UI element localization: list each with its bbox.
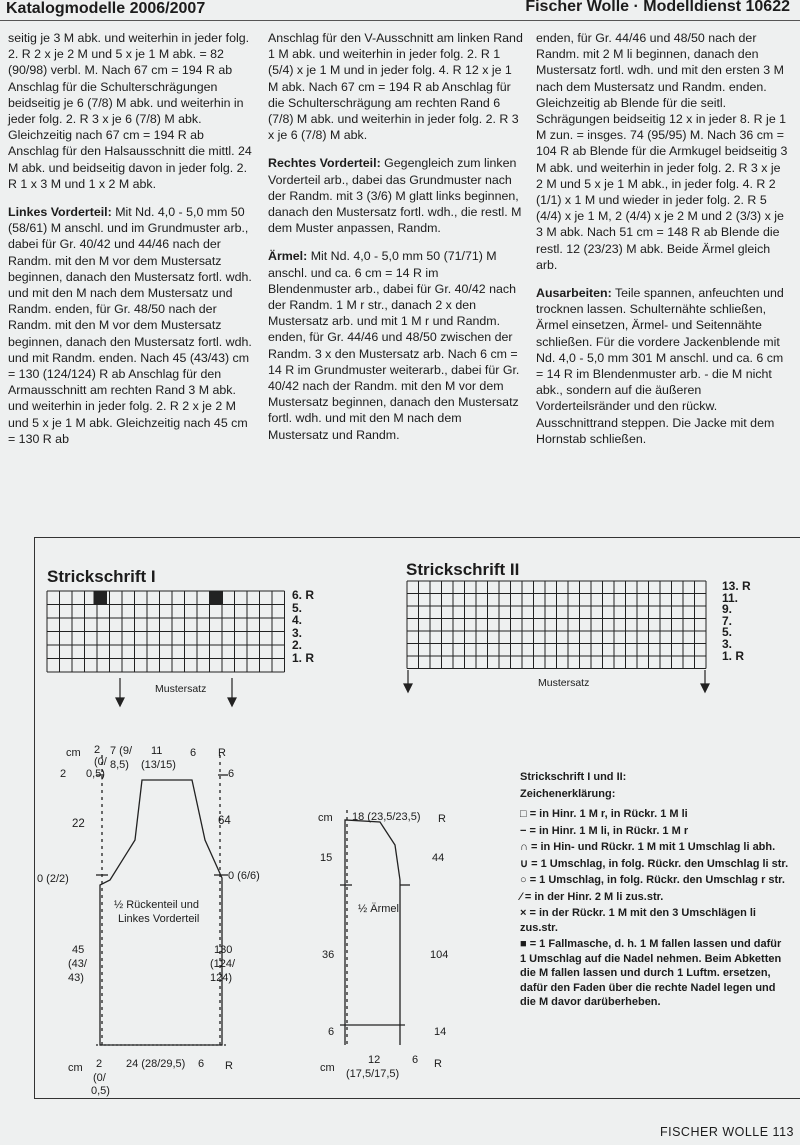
paragraph: enden, für Gr. 44/46 und 48/50 nach der Randm. mit 2 M li beginnen, danach den Mustersatz fortl. wdh. und mit den ersten 3 M nach dem Mustersatz und Randm. enden. Gleichzeitig ab Blende für die seitl. Schrägungen beidseitig 12 x in jeder 8. R je 1 M zun. = insges. 74 (95/95) M. Nach 36 cm = 104 R ab Blende für die Armkugel beidseitig 3 M abk. und weiterhin in jeder folg. 2. R 3 x je 2 M und 5 x je 1 M abk., in jeder folg. 4. R 2 (1/1) x 1 M und wieder in jeder folg. 2. R 5 (4/4) x je 1 M, 2 (4/4) x je 2 M und 2 (3/3) x je 3 M abk. Nach 51 cm = 148 R ab Blende die restl. 12 (23/23) M abk. Beide Ärmel gleich arb. xyxy=(536,31,788,272)
dim-label: 0 (2/2) xyxy=(37,873,69,885)
schematic-label: Linkes Vorderteil xyxy=(118,913,200,925)
dim-label: 18 (23,5/23,5) xyxy=(352,811,421,823)
chart-1-row-labels xyxy=(292,589,314,665)
legend-item: − = in Hinr. 1 M li, in Rückr. 1 M r xyxy=(520,824,689,837)
legend-title: Strickschrift I und II: xyxy=(520,771,627,783)
dim-label: 7 (9/ xyxy=(110,745,133,757)
dim-label: 6 xyxy=(328,1026,335,1038)
dim-label: 36 xyxy=(322,949,335,961)
row-label: 1. R xyxy=(292,650,315,665)
symbol-legend xyxy=(520,770,790,1012)
dim-label: 24 (28/29,5) xyxy=(126,1058,186,1070)
dim-label: cm xyxy=(66,747,81,759)
dim-label: 15 xyxy=(320,852,333,864)
dim-label: 6 xyxy=(190,747,197,759)
row-label: 1. R xyxy=(722,648,745,663)
dim-label: 64 xyxy=(218,815,231,827)
dim-label: 6 xyxy=(228,768,235,780)
row-label: 9. xyxy=(722,602,733,617)
publisher-title: Fischer Wolle · Modelldienst 10622 xyxy=(525,0,790,15)
section-heading: Ärmel: xyxy=(268,249,308,264)
dim-label: 0 (6/6) xyxy=(228,870,260,882)
row-label: 3. xyxy=(292,625,303,640)
dim-label: (0/ xyxy=(94,756,107,768)
paragraph-text: Gegengleich zum linken Vorderteil arb., dabei das Grundmuster nach der Randm. mit 3 (3/6) M glatt links beginnen, danach den Mustersatz fortl. wdh., die restl. M dem Muster anpassen, Randm. xyxy=(268,156,522,236)
row-label: 5. xyxy=(292,600,303,615)
row-label: 4. xyxy=(292,613,303,628)
dim-label: 0,5) xyxy=(86,768,105,780)
row-label: 6. R xyxy=(292,588,315,602)
paragraph: seitig je 3 M abk. und weiterhin in jeder folg. 2. R 2 x je 2 M und 5 x je 1 M abk. = 82 (90/98) verbl. M. Nach 67 cm = 194 R ab Anschlag für die Schulterschrägungen beidseitig je 6 (7/8) M abk. und weiterhin in jeder folg. 2. R 3 x je 6 (7/8) M abk. Gleichzeitig nach 67 cm = 194 R ab Anschlag für den Halsausschnitt die mittl. 24 M abk. und beidseitig davon in jeder folg. 2. R 1 x 3 M und 1 x 2 M abk. xyxy=(8,31,252,191)
row-label: 3. xyxy=(722,636,733,651)
legend-item: ∩ = in Hin- und Rückr. 1 M mit 1 Umschlag li abh. xyxy=(520,841,776,853)
dim-label: 124) xyxy=(210,972,233,984)
paragraph-text: Mit Nd. 4,0 - 5,0 mm 50 (58/61) M anschl. und im Grundmuster arb., dabei für Gr. 40/42 und 44/46 nach der Randm. mit den M vor dem Mustersatz beginnen, danach den Mustersatz fortl. wdh. und mit den M nach dem Mustersatz und Randm. enden, für Gr. 48/50 nach der Randm. mit den M vor dem Mustersatz beginnen, danach den Mustersatz fortl. wdh. und mit Randm. enden. Nach 45 (43/43) cm = 130 (124/124) R ab Anschlag für den Armausschnitt am rechten Rand 3 M abk. und weiterhin in jeder folg. 2. R 2 x je 2 M und 5 x je 1 M abk. Gleichzeitig nach 45 cm = 130 R ab xyxy=(8,205,252,446)
dim-label: 8,5) xyxy=(110,759,129,771)
legend-item: ○ = 1 Umschlag, in folg. Rückr. den Umschlag r str. xyxy=(520,874,785,886)
dim-label: (124/ xyxy=(210,958,236,970)
chart-1-repeat-label: Mustersatz xyxy=(155,683,207,695)
fallmasche-cell xyxy=(210,591,223,605)
dim-label: 12 xyxy=(368,1054,381,1066)
legend-item: □ = in Hinr. 1 M r, in Rückr. 1 M li xyxy=(520,808,688,820)
chart-2-row-labels xyxy=(722,581,751,662)
dim-label: 2 xyxy=(60,768,67,780)
catalog-title: Katalogmodelle 2006/2007 xyxy=(6,0,206,17)
legend-item: ∪ = 1 Umschlag, in folg. Rückr. den Umschlag li str. xyxy=(520,857,789,870)
legend-item: ⁄ = in der Hinr. 2 M li zus.str. xyxy=(520,890,664,903)
chart-2-grid xyxy=(407,581,706,669)
section-heading: Linkes Vorderteil: xyxy=(8,205,112,220)
dim-label: 11 xyxy=(151,745,163,757)
dim-label: 0,5) xyxy=(91,1085,110,1097)
dim-label: 2 xyxy=(96,1058,103,1070)
dim-label: cm xyxy=(318,812,333,824)
chart-1-title: Strickschrift I xyxy=(47,567,156,586)
dim-label: (0/ xyxy=(93,1072,106,1084)
row-label: 7. xyxy=(722,613,733,628)
dim-label: (17,5/17,5) xyxy=(346,1068,400,1080)
dim-label: 104 xyxy=(430,949,449,961)
sleeve-outline xyxy=(345,820,400,1045)
schematic-label: ½ Ärmel xyxy=(358,903,399,915)
row-label: 2. xyxy=(292,638,303,653)
dim-label: 45 xyxy=(72,944,85,956)
row-label: 13. R xyxy=(722,579,751,593)
dim-label: R xyxy=(218,747,226,759)
chart-2-repeat-label: Mustersatz xyxy=(538,677,590,689)
page-footer: FISCHER WOLLE 113 xyxy=(659,1125,794,1139)
dim-label: 22 xyxy=(72,818,85,830)
dim-label: 6 xyxy=(412,1054,419,1066)
sleeve-schematic xyxy=(340,810,410,1045)
fallmasche-cell xyxy=(94,591,107,605)
chart-2-title: Strickschrift II xyxy=(406,560,520,579)
paragraph-text: Teile spannen, anfeuchten und trocknen lassen. Schulternähte schließen, Ärmel einsetzen, Ärmel- und Seitennähte schließen. Für die vordere Jackenblende mit Nd. 4,0 - 5,0 mm 301 M anschl. und ca. 6 cm = 14 R im Blendenmuster arb. - die M nicht abk., sondern auf die äußeren Vorderteilsränder und den rückw. Ausschnittrand steppen. Die Jacke mit dem Hornstab schließen. xyxy=(536,286,784,446)
schematic-label: ½ Rückenteil und xyxy=(114,899,199,911)
dim-label: 2 xyxy=(94,744,101,756)
dim-label: cm xyxy=(320,1062,335,1074)
dim-label: 43) xyxy=(68,972,84,984)
dim-label: R xyxy=(438,813,446,825)
dim-label: R xyxy=(434,1058,442,1070)
dim-label: cm xyxy=(68,1062,83,1074)
paragraph-text: Mit Nd. 4,0 - 5,0 mm 50 (71/71) M anschl. und ca. 6 cm = 14 R im Blendenmuster arb., dabei für Gr. 40/42 nach der Randm. 1 M r str., danach 2 x den Mustersatz arb. und mit 1 M r und Randm. enden, für Gr. 44/46 und 48/50 zwischen der Randm. 3 x den Mustersatz arb. Nach 6 cm = 14 R im Grundmuster weiterarb., dabei für Gr. 40/42 nach der Randm. mit den M vor dem Mustersatz beginnen, danach den Mustersatz fortl. wdh. und mit den M nach dem Mustersatz und Randm. xyxy=(268,249,520,442)
legend-item: × = in der Rückr. 1 M mit den 3 Umschlägen li zus.str. xyxy=(520,907,756,934)
paragraph: Anschlag für den V-Ausschnitt am linken Rand 1 M abk. und weiterhin in jeder folg. 2. R 1 (5/4) x je 1 M und in jeder folg. 4. R 12 x je 1 M abk. Nach 67 cm = 194 R ab Anschlag für die Schulterschrägung am rechten Rand 6 (7/8) M abk. und weiterhin in jeder folg. 2. R 3 x je 6 (7/8) M abk. xyxy=(268,31,523,143)
dim-label: (13/15) xyxy=(141,759,176,771)
row-label: 11. xyxy=(722,590,739,605)
dim-label: 14 xyxy=(434,1026,447,1038)
section-heading: Rechtes Vorderteil: xyxy=(268,156,381,171)
section-heading: Ausarbeiten: xyxy=(536,286,612,301)
dim-label: 6 xyxy=(198,1058,205,1070)
dim-label: (43/ xyxy=(68,958,87,970)
dim-label: R xyxy=(225,1060,233,1072)
dim-label: 44 xyxy=(432,852,445,864)
legend-item: ■ = 1 Fallmasche, d. h. 1 M fallen lassen und dafür 1 Umschlag auf die Nadel nehmen. Beim Abketten die M fallen lassen und durch 1 Luftm. ersetzen, dafür den Faden über die rechte Nadel legen und die M davor darüberheben. xyxy=(520,938,782,1008)
row-label: 5. xyxy=(722,625,733,640)
dim-label: 130 xyxy=(214,944,233,956)
legend-subtitle: Zeichenerklärung: xyxy=(520,787,616,800)
chart-1-grid xyxy=(47,591,285,672)
